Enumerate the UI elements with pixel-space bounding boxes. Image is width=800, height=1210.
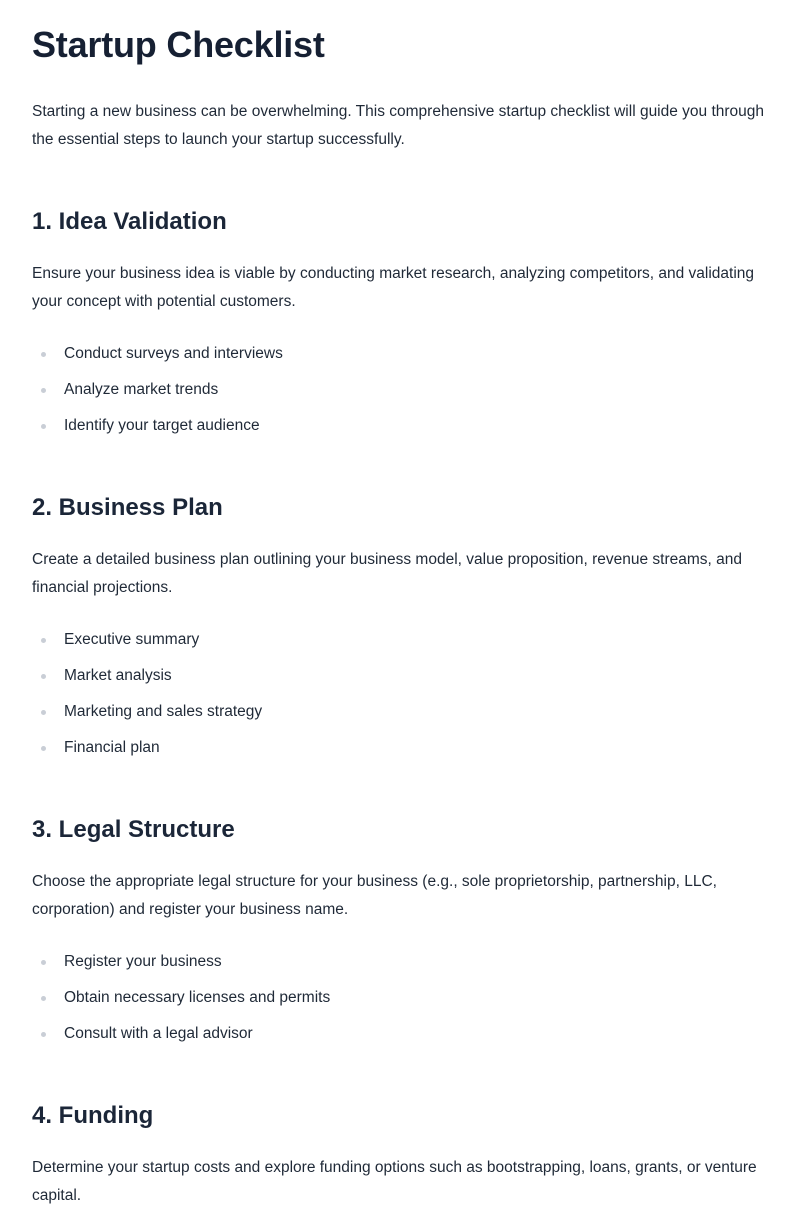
list-item-text: Financial plan — [64, 739, 160, 756]
bullet-icon — [41, 674, 46, 679]
list-item-text: Identify your target audience — [64, 417, 260, 434]
bullet-icon — [41, 388, 46, 393]
list-item — [32, 980, 768, 1016]
list-item — [32, 730, 768, 766]
bullet-icon — [41, 638, 46, 643]
bullet-icon — [41, 710, 46, 715]
list-item — [32, 944, 768, 980]
page-title: Startup Checklist — [32, 24, 325, 65]
list-item — [32, 694, 768, 730]
section-heading: 4. Funding — [32, 1102, 154, 1129]
list-item-text: Marketing and sales strategy — [64, 703, 263, 720]
section-legal-structure — [32, 814, 768, 1052]
bullet-icon — [41, 1032, 46, 1037]
list-item-text: Obtain necessary licenses and permits — [64, 989, 331, 1006]
checklist — [32, 622, 768, 766]
section-description: Create a detailed business plan outlining your business model, value proposition, revenue streams, and financial projections. — [32, 551, 742, 596]
list-item — [32, 408, 768, 444]
list-item — [32, 658, 768, 694]
bullet-icon — [41, 424, 46, 429]
section-description: Determine your startup costs and explore funding options such as bootstrapping, loans, grants, or venture capital. — [32, 1159, 757, 1204]
list-item-text: Register your business — [64, 953, 222, 970]
bullet-icon — [41, 996, 46, 1001]
list-item — [32, 372, 768, 408]
section-description: Choose the appropriate legal structure for your business (e.g., sole proprietorship, partnership, LLC, corporation) and register your business name. — [32, 873, 717, 918]
section-funding — [32, 1100, 768, 1210]
section-heading: 3. Legal Structure — [32, 816, 235, 843]
bullet-icon — [41, 352, 46, 357]
list-item — [32, 336, 768, 372]
list-item-text: Analyze market trends — [64, 381, 219, 398]
checklist — [32, 336, 768, 444]
intro-paragraph: Starting a new business can be overwhelming. This comprehensive startup checklist will guide you through the essential steps to launch your startup successfully. — [32, 103, 765, 148]
section-heading: 2. Business Plan — [32, 494, 223, 521]
section-heading: 1. Idea Validation — [32, 208, 227, 235]
list-item-text: Consult with a legal advisor — [64, 1025, 253, 1042]
checklist — [32, 944, 768, 1052]
list-item-text: Executive summary — [64, 631, 200, 648]
list-item-text: Market analysis — [64, 667, 172, 684]
bullet-icon — [41, 746, 46, 751]
bullet-icon — [41, 960, 46, 965]
list-item-text: Conduct surveys and interviews — [64, 345, 283, 362]
list-item — [32, 622, 768, 658]
section-business-plan — [32, 492, 768, 766]
section-description: Ensure your business idea is viable by conducting market research, analyzing competitors, and validating your concept with potential customers. — [32, 265, 754, 310]
section-idea-validation — [32, 206, 768, 444]
list-item — [32, 1016, 768, 1052]
